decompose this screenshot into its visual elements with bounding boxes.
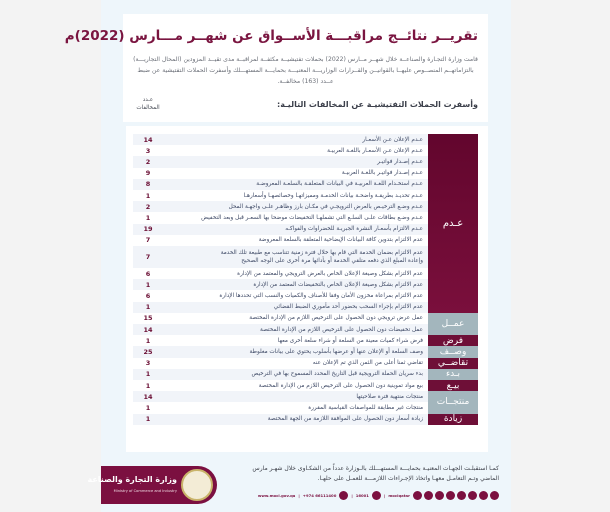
violation-count: 7 (145, 253, 151, 261)
violation-description: بدء سريان الحملة الترويجية قبل التاريخ المحدد المسموح بها في الترخيص (251, 371, 423, 378)
violation-description: عدم الالتزام بتدوين كافة البيانات الإيضاحية المتعلقة بالسلعة المعروضة (258, 237, 423, 244)
table-row (133, 212, 478, 223)
linkedin-icon[interactable] (490, 491, 499, 500)
violations-table-card (126, 126, 488, 452)
category-cell: زيادة (428, 414, 478, 425)
table-row (133, 302, 478, 313)
violation-count: 2 (145, 202, 151, 211)
violation-count: 7 (145, 236, 151, 245)
phone-icon (372, 491, 381, 500)
violation-description: وصف السلعة أو الإعلان عنها أو عرضها بأسلوب يحتوي على بيانات مغلوطة (249, 348, 423, 355)
table-row (133, 313, 478, 324)
footer-note: كمـا استقبلـت الجهـات المعنيـة بحمايـــة المستهـــلك بالـوزارة عدداً من الشكـاوى خلال شهـر مارس الماضي وتـم التعامـل معهـا واتخاذ الإجـراءات اللازمـــة للعمـل على حلهـا. (252, 465, 499, 482)
social-icons (413, 491, 499, 500)
violation-count: 1 (145, 303, 151, 312)
facebook-icon[interactable] (413, 491, 422, 500)
qatar-emblem-icon (181, 469, 213, 501)
violation-description: عدم الالتزام بإجراء السحب بحضور أحد مأموري الضبط القضائي (273, 304, 423, 311)
violation-count: 2 (145, 157, 151, 166)
category-cell: منتجــات (428, 391, 478, 413)
table-row (133, 369, 478, 380)
telegram-icon[interactable] (468, 491, 477, 500)
category-cell: بيـع (428, 380, 478, 391)
table-row (133, 346, 478, 357)
table-row (133, 156, 478, 167)
violation-count: 6 (145, 291, 151, 300)
table-row (133, 235, 478, 246)
report-page (64, 0, 511, 512)
violation-count: 6 (145, 269, 151, 278)
violations-subheading: وأسفرت الحملات التفتيشيـة عن المخالفات التاليـة: (277, 100, 478, 109)
violation-description: عـدم إصـدار فواتيـر باللغـة العربيـة (341, 170, 423, 177)
violation-count: 1 (145, 280, 151, 289)
logo-english-text: Ministry of Commerce and Industry (113, 489, 177, 493)
category-cell: عـدم (428, 134, 478, 313)
violation-description: عدم الالتزام بضمان الخدمة التي قام بها خلال فترة زمنية تتناسب مع طبيعة تلك الخدمة وإعادة المبلغ الذي دفعه متلقي الخدمة أو بأدائها مرة أخرى على الوجه الصحيح (220, 250, 423, 264)
violation-count: 3 (145, 146, 151, 155)
violation-count: 1 (145, 370, 151, 379)
count-column-header: عـدد المخالفات (136, 97, 160, 111)
violation-count: 25 (143, 347, 153, 356)
violation-count: 14 (143, 135, 153, 144)
category-cell: فرض (428, 335, 478, 346)
table-row (133, 134, 478, 145)
intro-paragraph: قامت وزارة التجـارة والصناعــة خلال شهــر مــارس (2022) بحملات تفتيشيــة مكثفــة لمراقبــة مدى تقيــد المزودين (المحال التجاريـــة) بالتزاماتهــم المنصــوص عليهــا بالقوانيــن والقــرارات الوزاريـــة المعنيـــة بحمايـــة المستهـــلك وأسفرت الحملات التفتيشية عن ضبط عــدد (163) مخالفــة. (133, 56, 478, 85)
category-cell: وصــف (428, 346, 478, 357)
violation-description: عدم الالتزام بشكل وصيغة الإعلان الخاص بالتخفيضات المعتمد من الإدارة (253, 281, 423, 288)
table-row (133, 168, 478, 179)
violation-count: 14 (143, 325, 153, 334)
violation-description: عـدم وضـع الترخيـص بالعرض الترويجـي في مكـان بارز وظاهـر علـى واجهـة المحل (228, 203, 423, 210)
table-row (133, 201, 478, 212)
table-row (133, 402, 478, 413)
table-row (133, 391, 478, 402)
violation-description: عمل تخفيضات دون الحصول على الترخيص اللازم من الإدارة المختصة (260, 326, 423, 333)
contact-bar: www.moci.gov.qa | +974 66111400 | 16001 | mociqatar (239, 490, 499, 500)
violation-count: 1 (145, 415, 151, 424)
table-row (133, 358, 478, 369)
ministry-logo (87, 466, 217, 504)
website-link[interactable]: www.moci.gov.qa (257, 492, 296, 498)
table-row (133, 246, 478, 268)
page-title: تقريــر نتائــج مراقبـــة الأســواق عن شهــر مـــارس (2022)م (64, 28, 478, 44)
table-row (133, 145, 478, 156)
table-row (133, 224, 478, 235)
violation-description: عدم الالتزام بمراعاة مخزون الأمان وفقا للأصناف والكميات والنسب التي تحددها الإدارة (219, 292, 423, 299)
violation-description: عـدم الإعلان عـن الأسعـار باللغـة العربيـة (327, 147, 423, 154)
logo-arabic-text: وزارة التجارة والصناعة (87, 475, 177, 484)
table-row (133, 190, 478, 201)
violation-count: 9 (145, 169, 151, 178)
table-row (133, 324, 478, 335)
violation-count: 1 (145, 213, 151, 222)
violation-description: عـدم الالتزام بأسعـار النشرة الجبريـة للخضراوات والفواكـه (285, 226, 423, 233)
tiktok-icon[interactable] (479, 491, 488, 500)
whatsapp-icon (339, 491, 348, 500)
table-row (133, 414, 478, 425)
category-cell: عمــل (428, 313, 478, 335)
hotline-number[interactable]: 16001 (355, 492, 369, 498)
category-cell: بـدء (428, 369, 478, 380)
violation-count: 1 (145, 336, 151, 345)
violation-count: 1 (145, 403, 151, 412)
violation-count: 8 (145, 180, 151, 189)
twitter-icon[interactable] (424, 491, 433, 500)
violation-description: عـدم وضـع بطاقات علـى السلـع التي تشملهـا التخفيضات موضحا بها السعـر قبل وبعد التخفيض (201, 214, 423, 221)
table-row (133, 279, 478, 290)
violation-description: منتجات غير مطابقة للمواصفات القياسية المقررة (308, 404, 423, 411)
youtube-icon[interactable] (446, 491, 455, 500)
violation-count: 19 (143, 225, 153, 234)
violation-count: 15 (143, 314, 153, 323)
violation-count: 14 (143, 392, 153, 401)
social-handle[interactable]: mociqatar (388, 492, 410, 498)
violation-description: زيادة أسعار دون الحصول على الموافقة اللازمة من الجهة المختصة (267, 416, 423, 423)
violation-description: فرض شراء كميات معينة من السلعة أو شراء سلعة أخرى معها (277, 337, 423, 344)
violation-description: عـدم استخـدام اللغـة العربيـة في البيانات المتعلقـة بالسلعـة المعروضـة (256, 181, 423, 188)
whatsapp-number[interactable]: +974 66111400 (302, 492, 337, 498)
violation-description: منتجات منتهية فترة صلاحيتها (356, 393, 423, 400)
table-row (133, 380, 478, 391)
violation-description: عـدم الإعلان عـن الأسعـار (362, 136, 423, 143)
violation-count: 3 (145, 359, 151, 368)
violation-description: عـدم تحديـد بطريقـة واضحـة بيانات الخدمـة ومميزاتهـا وخصائصهـا وأسعارهـا (243, 192, 423, 199)
table-row (133, 290, 478, 301)
violation-description: عـدم إصـدار فواتيـر (377, 158, 423, 165)
violation-description: عدم الالتزام بشكل وصيغة الإعلان الخاص بالعرض الترويجي والمعتمد من الإدارة (237, 270, 423, 277)
instagram-icon[interactable] (435, 491, 444, 500)
table-row (133, 335, 478, 346)
violation-description: بيع مواد تموينية دون الحصول على الترخيص اللازم من الإدارة المختصة (258, 382, 423, 389)
violation-description: عمل عرض ترويجي دون الحصول على الترخيص اللازم من الإدارة المختصة (249, 315, 423, 322)
header-card (64, 14, 488, 122)
violation-count: 1 (145, 191, 151, 200)
category-cell: تقاضــي (428, 358, 478, 369)
violation-description: تقاضي ثمنا أعلى من الثمن الذي تم الإعلان عنه (312, 360, 423, 367)
table-row (133, 268, 478, 279)
table-row (133, 179, 478, 190)
snapchat-icon[interactable] (457, 491, 466, 500)
violation-count: 1 (145, 381, 151, 390)
